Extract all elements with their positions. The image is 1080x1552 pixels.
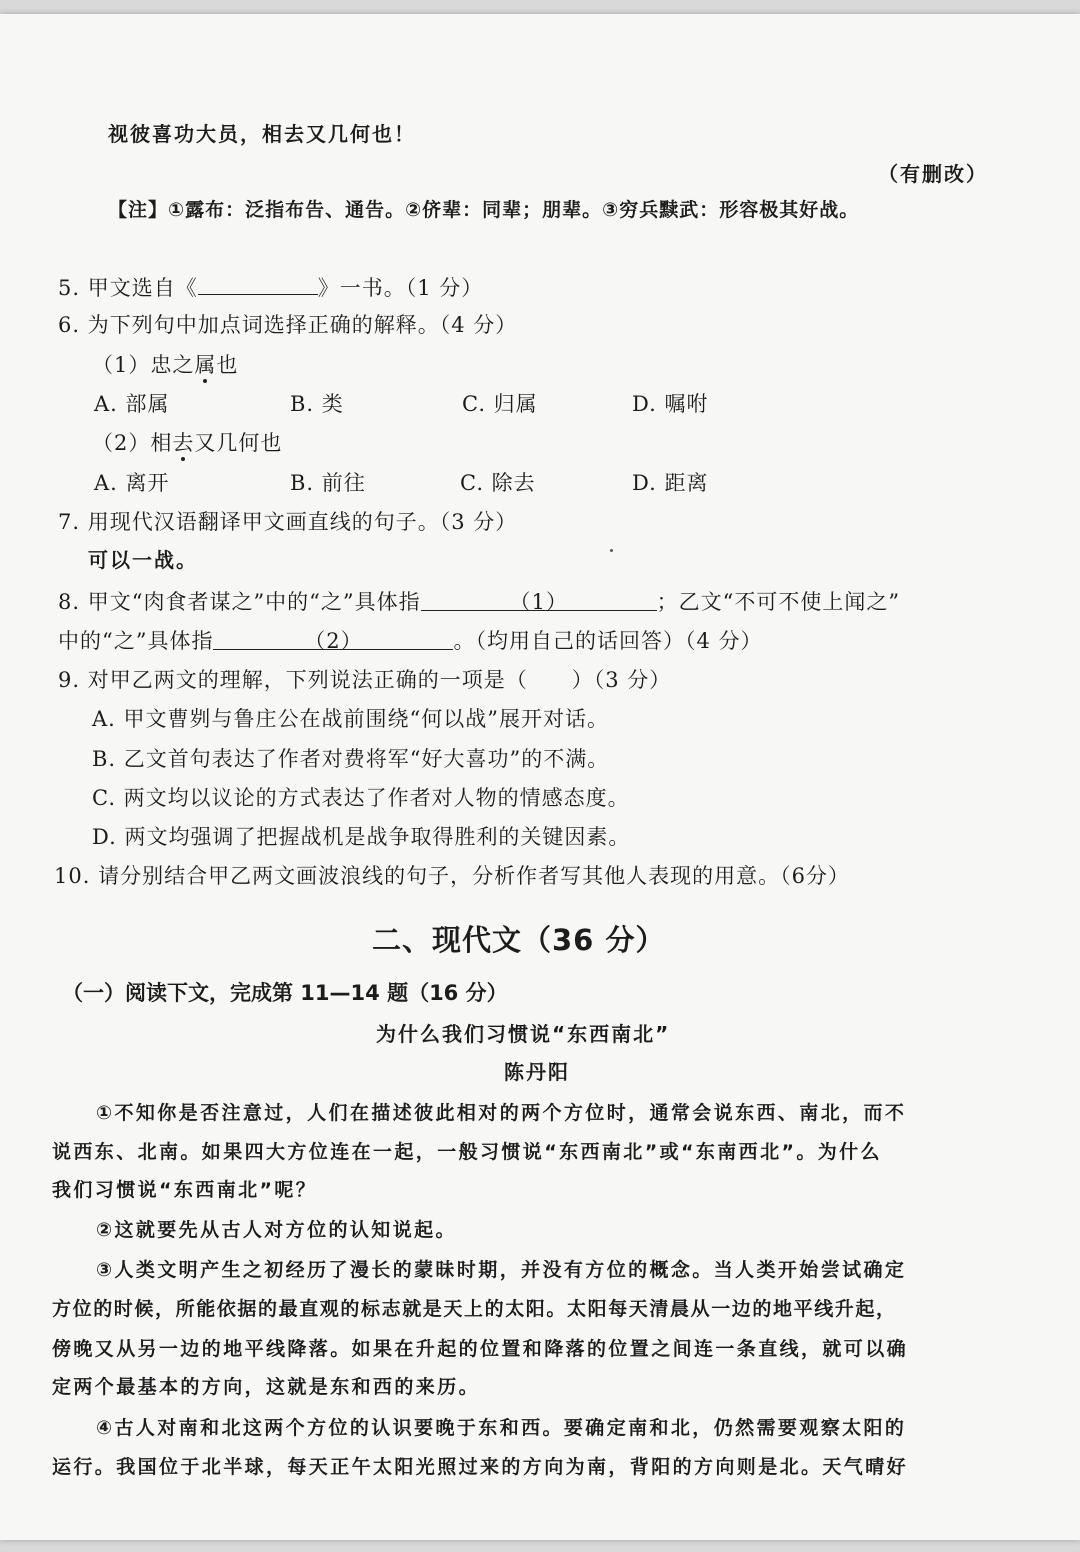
paragraph-line: 定两个最基本的方向，这就是东和西的来历。 xyxy=(52,1376,481,1398)
sub1-post: 也 xyxy=(216,353,239,377)
paragraph-line: 傍晚又从另一边的地平线降落。如果在升起的位置和降落的位置之间连一条直线，就可以确 xyxy=(52,1338,909,1360)
q9-option-b[interactable]: B. 乙文首句表达了作者对费将军“好大喜功”的不满。 xyxy=(92,747,610,771)
question-6-stem: 6. 为下列句中加点词选择正确的解释。（4 分） xyxy=(58,313,518,337)
paragraph-line: 我们习惯说“东西南北”呢？ xyxy=(52,1179,318,1201)
q8-text-c: 中的“之”具体指 xyxy=(58,629,214,653)
subsection-heading: （一）阅读下文，完成第 11—14 题（16 分） xyxy=(62,981,508,1005)
q8-text-b: ；乙文“不可不使上闻之” xyxy=(656,590,901,614)
question-7-stem: 7. 用现代汉语翻译甲文画直线的句子。（3 分） xyxy=(58,510,518,534)
q8-blank-1-label: （1） xyxy=(509,590,568,614)
question-8-line-2 xyxy=(58,627,763,655)
question-10: 10. 请分别结合甲乙两文画波浪线的句子，分析作者写其他人表现的用意。（6分） xyxy=(54,864,850,888)
q8-answer-blank-1[interactable] xyxy=(421,588,657,614)
question-7-sentence: 可以一战。 xyxy=(88,548,198,572)
sub1-dotted-word: 属 xyxy=(194,353,217,377)
q8-text-d: 。（均用自己的话回答）（4 分） xyxy=(453,629,763,653)
q8-answer-blank-2[interactable] xyxy=(213,627,453,653)
question-5 xyxy=(58,272,483,302)
paragraph-line: 方位的时候，所能依据的最直观的标志就是天上的太阳。太阳每天清晨从一边的地平线升起， xyxy=(52,1298,897,1320)
sub1-pre: （1）忠之 xyxy=(92,353,195,377)
q9-option-d[interactable]: D. 两文均强调了把握战机是战争取得胜利的关键因素。 xyxy=(92,825,631,849)
passage-end-line: 视彼喜功大员，相去又几何也！ xyxy=(108,122,416,146)
question-9-stem: 9. 对甲乙两文的理解，下列说法正确的一项是（ ）（3 分） xyxy=(58,668,672,692)
section-title: 二、现代文（36 分） xyxy=(372,923,666,957)
paragraph-line: 运行。我国位于北半球，每天正午太阳光照过来的方向为南，背阳的方向则是北。天气晴好 xyxy=(52,1456,909,1478)
q8-blank-2-label: （2） xyxy=(304,629,363,653)
paragraph-line: ④古人对南和北这两个方位的认识要晚于东和西。要确定南和北，仍然需要观察太阳的 xyxy=(96,1417,907,1439)
question-6-sub1 xyxy=(92,351,238,379)
sub2-dotted-word: 去 xyxy=(172,431,195,455)
question-6-sub2 xyxy=(92,429,282,457)
q6-sub2-option-d[interactable]: D. 距离 xyxy=(632,471,709,495)
q9-option-a[interactable]: A. 甲文曹刿与鲁庄公在战前围绕“何以战”展开对话。 xyxy=(92,707,609,731)
article-title: 为什么我们习惯说“东西南北” xyxy=(376,1022,671,1046)
paragraph-line: 说西东、北南。如果四大方位连在一起，一般习惯说“东西南北”或“东南西北”。为什么 xyxy=(52,1141,882,1163)
paragraph-line: ③人类文明产生之初经历了漫长的蒙昧时期，并没有方位的概念。当人类开始尝试确定 xyxy=(96,1259,907,1281)
question-5-answer-blank[interactable] xyxy=(198,272,318,295)
source-note: （有删改） xyxy=(878,162,988,186)
q9-option-c[interactable]: C. 两文均以议论的方式表达了作者对人物的情感态度。 xyxy=(92,786,630,810)
question-5-text-after: 》一书。（1 分） xyxy=(317,276,484,300)
question-5-text-before: 5. 甲文选自《 xyxy=(58,276,198,300)
paragraph-line: ②这就要先从古人对方位的认知说起。 xyxy=(96,1219,457,1241)
article-author: 陈丹阳 xyxy=(504,1060,570,1084)
exam-page xyxy=(0,14,1080,1540)
q6-sub1-option-a[interactable]: A. 部属 xyxy=(94,392,170,416)
q6-sub2-option-c[interactable]: C. 除去 xyxy=(460,471,536,495)
scan-speck xyxy=(610,549,613,552)
question-8-line-1 xyxy=(58,588,900,616)
q6-sub1-option-d[interactable]: D. 嘱咐 xyxy=(632,392,709,416)
paragraph-line: ①不知你是否注意过，人们在描述彼此相对的两个方位时，通常会说东西、南北，而不 xyxy=(96,1102,907,1124)
q8-text-a: 8. 甲文“肉食者谋之”中的“之”具体指 xyxy=(58,590,421,614)
q6-sub2-option-a[interactable]: A. 离开 xyxy=(94,471,170,495)
q6-sub1-option-c[interactable]: C. 归属 xyxy=(462,392,538,416)
q6-sub2-option-b[interactable]: B. 前往 xyxy=(290,471,366,495)
sub2-pre: （2）相 xyxy=(92,431,173,455)
annotation-note: 【注】①露布：泛指布告、通告。②侪辈：同辈；朋辈。③穷兵黩武：形容极其好战。 xyxy=(108,199,860,221)
q6-sub1-option-b[interactable]: B. 类 xyxy=(290,392,344,416)
sub2-post: 又几何也 xyxy=(194,431,283,455)
